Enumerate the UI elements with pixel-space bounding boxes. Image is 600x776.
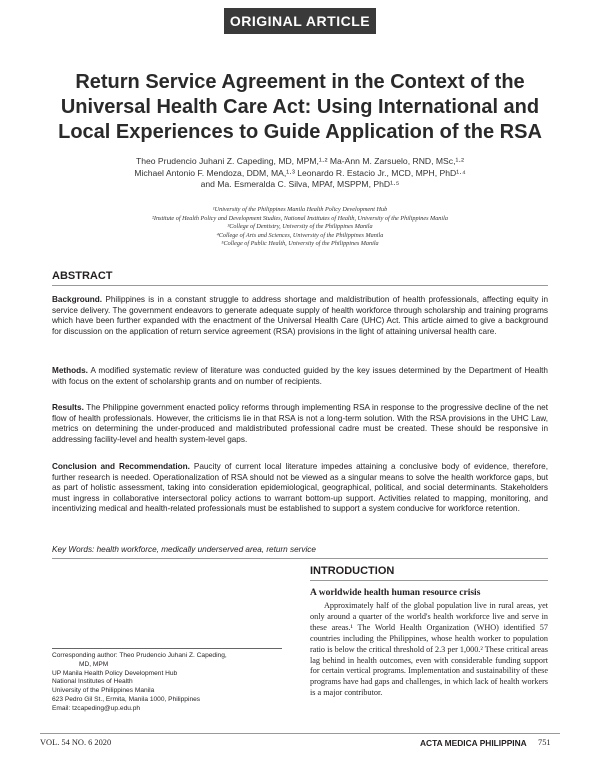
- title-line-3: Local Experiences to Guide Application of the RSA: [58, 121, 542, 143]
- abstract-results: [52, 403, 548, 445]
- abstract-methods: [52, 366, 548, 387]
- correspondence-block: [52, 652, 282, 714]
- conclusion-text: Paucity of current local literature impedes attaining a conclusive body of evidence, therefore, further research is needed. Operationalization of RSA should not be viewed as a singular means to solve the health workforce gaps, but as part of holistic assessment, taking into consideration epidemiological, geographical, political, and social determinants. Stakeholders must ingress in collaborative intersectoral policy actions to warrant bottom-up support. Activities related to mapping, monitoring, and incentivizing medical and health-related professionals must be established to support a system conducive for workforce retention.: [52, 462, 549, 514]
- article-title: [40, 70, 560, 145]
- affiliation: ¹University of the Philippines Manila Health Policy Development Hub: [212, 206, 388, 213]
- correspondence-line: UP Manila Health Policy Development Hub: [52, 669, 178, 677]
- abstract-divider: [52, 285, 548, 286]
- abstract-background: [52, 295, 548, 337]
- correspondence-line: 623 Pedro Gil St., Ermita, Manila 1000, Philippines: [52, 695, 201, 703]
- footer-page-number: 751: [538, 738, 551, 747]
- introduction-body: Approximately half of the global population live in rural areas, yet only around a quarter of the world's health workforce live and serve in these areas.¹ The World Health Organization (WHO) identified 57 countries including the Philippines, whose health worker to population ratio is below the critical threshold of 2.3 per 1,000.² These critical areas lag behind in health outcomes, even with considerable funding support for certain vertical programs. Implementation and sustainability of these programs have had gaps and challenges, in which lack of health workers is a major contributor.: [310, 601, 548, 698]
- correspondence-line: University of the Philippines Manila: [52, 687, 155, 695]
- correspondence-line: MD, MPM: [79, 660, 109, 668]
- correspondence-line: Corresponding author: Theo Prudencio Juhani Z. Capeding,: [52, 652, 227, 659]
- footer-divider: [40, 733, 560, 734]
- background-label: Background.: [52, 295, 103, 304]
- correspondence-email: Email: tzcapeding@up.edu.ph: [52, 704, 141, 712]
- affiliation: ⁴College of Arts and Sciences, University of the Philippines Manila: [216, 231, 384, 239]
- results-label: Results.: [52, 403, 84, 412]
- author-line: Michael Antonio F. Mendoza, DDM, MA,¹·³ Leonardo R. Estacio Jr., MCD, MPH, PhD¹·⁴: [134, 167, 466, 178]
- conclusion-label: Conclusion and Recommendation.: [52, 462, 190, 471]
- author-line: and Ma. Esmeralda C. Silva, MPAf, MSPPM, PhD¹·⁵: [200, 179, 400, 189]
- affiliation-list: [60, 206, 540, 249]
- affiliation: ²Institute of Health Policy and Development Studies, National Institutes of Health, University of the Philippines Manila: [152, 214, 448, 222]
- correspondence-divider: [52, 648, 282, 649]
- methods-label: Methods.: [52, 366, 88, 375]
- footer-volume: VOL. 54 NO. 6 2020: [40, 738, 112, 747]
- introduction-subheading: A worldwide health human resource crisis: [310, 588, 481, 598]
- keywords: Key Words: health workforce, medically underserved area, return service: [52, 545, 316, 554]
- affiliation: ³College of Dentistry, University of the Philippines Manila: [227, 223, 373, 231]
- introduction-heading: INTRODUCTION: [310, 565, 395, 577]
- article-type-banner: ORIGINAL ARTICLE: [224, 8, 376, 34]
- introduction-divider: [310, 580, 548, 581]
- affiliation: ⁵College of Public Health, University of the Philippines Manila: [221, 240, 379, 248]
- methods-text: A modified systematic review of literature was conducted guided by the key issues determined by the Department of Health with focus on the extent of scholarship grants and on number of recipients.: [52, 366, 548, 386]
- abstract-heading: ABSTRACT: [52, 270, 113, 282]
- author-list: [60, 156, 540, 191]
- author-line: Theo Prudencio Juhani Z. Capeding, MD, MPM,¹·² Ma-Ann M. Zarsuelo, RND, MSc,¹·²: [135, 156, 465, 166]
- keywords-divider: [52, 558, 548, 559]
- correspondence-line: National Institutes of Health: [52, 678, 133, 686]
- footer-journal-name: ACTA MEDICA PHILIPPINA: [420, 738, 527, 748]
- title-line-2: Universal Health Care Act: Using International and: [60, 96, 540, 118]
- background-text: Philippines is in a constant struggle to address shortage and maldistribution of health professionals, affecting equity in service delivery. The government endeavors to generate adequate supply of health workforce through scholarship and training programs which have been further expanded with the enactment of the Universal Health Care (UHC) Act. This article aimed to give a background for discussion on the application of return service agreement (RSA) provisions in the light of attaining universal health care.: [52, 295, 548, 336]
- abstract-conclusion: [52, 462, 548, 515]
- results-text: The Philippine government enacted policy reforms through implementing RSA in response to the progressive decline of the net flow of health professionals. However, the criticisms lie in that RSA is not a long-term solution. With the RSA provisions in the UHC Law, metrics on determining the under-produced and maldistributed professional cadre must be created. These should be responsive in addressing facility-level and health system-level gaps.: [52, 403, 548, 444]
- title-line-1: Return Service Agreement in the Context of the: [75, 71, 525, 93]
